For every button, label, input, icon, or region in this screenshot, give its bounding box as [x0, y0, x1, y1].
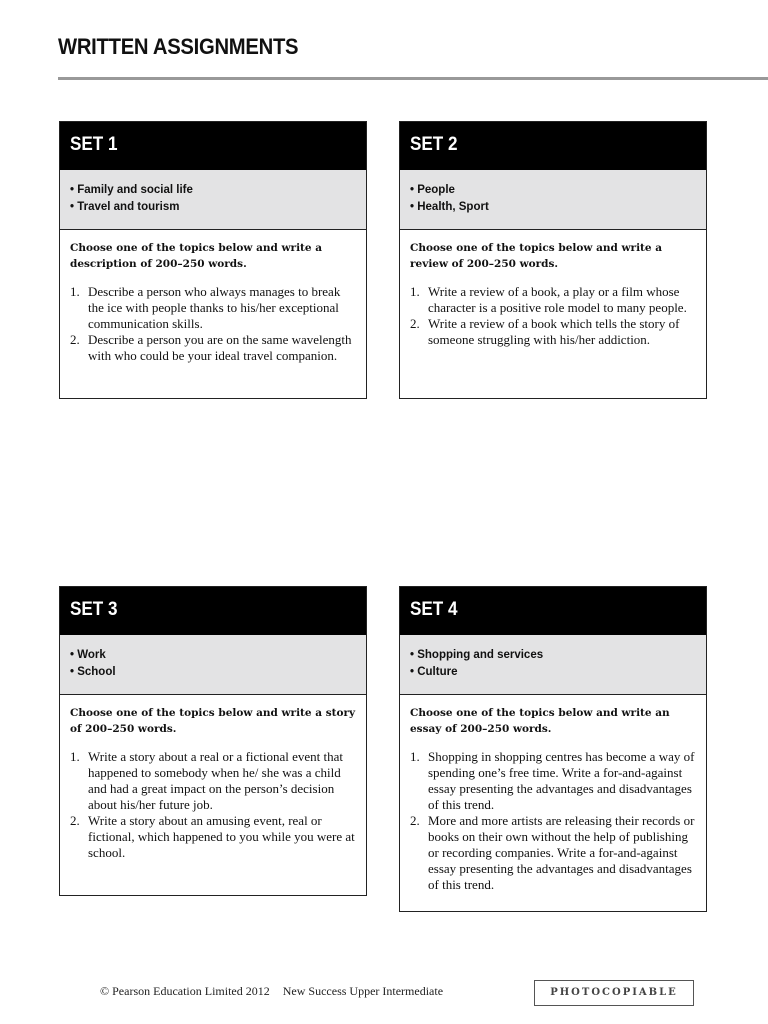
set-card-1: [59, 121, 367, 399]
task-number: 2.: [410, 813, 420, 828]
topic-item: • Work: [70, 649, 106, 661]
footer: [100, 984, 443, 999]
task-text: Shopping in shopping centres has become a way of spending one’s free time. Write a for-and-against essay presenting the advantages and disadvantages of this trend.: [428, 749, 695, 812]
title-divider: [58, 77, 768, 80]
set-header: [60, 122, 366, 170]
task-item: [70, 332, 356, 364]
task-text: Write a story about a real or a fictional event that happened to somebody when he/ she was a child and had a great impact on the person’s decision about his/her future job.: [88, 749, 344, 812]
task-number: 1.: [410, 284, 420, 299]
task-text: Write a review of a book, a play or a film whose character is a positive role model to many people.: [428, 284, 687, 315]
set-label: SET 3: [70, 599, 118, 620]
task-item: [70, 813, 356, 861]
task-text: Describe a person who always manages to break the ice with people thanks to his/her exceptional communication skills.: [88, 284, 341, 331]
topic-item: • Family and social life: [70, 184, 193, 196]
topic-list: [400, 170, 706, 230]
topic-list: [60, 635, 366, 695]
task-list: [70, 749, 356, 861]
topic-item: • Shopping and services: [410, 649, 544, 661]
photocopiable-stamp: PHOTOCOPIABLE: [534, 980, 694, 1006]
set-card-2: [399, 121, 707, 399]
topic-item: • Health, Sport: [410, 201, 489, 213]
set-instruction: Choose one of the topics below and write a description of 200–250 words.: [70, 242, 323, 270]
task-item: [410, 749, 696, 813]
topic-item: • People: [410, 184, 455, 196]
set-card-4: [399, 586, 707, 912]
set-body: [400, 230, 706, 360]
task-text: Write a review of a book which tells the story of someone struggling with his/her addiction.: [428, 316, 680, 347]
set-header: [400, 122, 706, 170]
topic-item: • Travel and tourism: [70, 201, 180, 213]
task-list: [410, 284, 696, 348]
book-title: New Success Upper Intermediate: [282, 984, 444, 998]
task-number: 1.: [70, 284, 80, 299]
task-number: 1.: [70, 749, 80, 764]
task-item: [70, 284, 356, 332]
task-number: 2.: [70, 813, 80, 828]
set-body: [400, 695, 706, 905]
set-instruction: Choose one of the topics below and write a story of 200–250 words.: [70, 707, 356, 735]
task-number: 2.: [410, 316, 420, 331]
set-header: [400, 587, 706, 635]
task-item: [410, 284, 696, 316]
task-item: [70, 749, 356, 813]
set-instruction: Choose one of the topics below and write a review of 200–250 words.: [410, 242, 663, 270]
set-card-3: [59, 586, 367, 896]
topic-item: • Culture: [410, 666, 458, 678]
set-body: [60, 695, 366, 873]
task-list: [410, 749, 696, 893]
topic-item: • School: [70, 666, 116, 678]
set-instruction: Choose one of the topics below and write an essay of 200–250 words.: [410, 707, 670, 735]
task-list: [70, 284, 356, 364]
set-header: [60, 587, 366, 635]
task-text: Write a story about an amusing event, real or fictional, which happened to you while you were at school.: [88, 813, 355, 860]
task-text: Describe a person you are on the same wavelength with who could be your ideal travel companion.: [88, 332, 352, 363]
task-number: 2.: [70, 332, 80, 347]
topic-list: [400, 635, 706, 695]
task-item: [410, 316, 696, 348]
topic-list: [60, 170, 366, 230]
set-label: SET 2: [410, 134, 458, 155]
set-label: SET 4: [410, 599, 458, 620]
task-text: More and more artists are releasing their records or books on their own without the help of publishing or recording companies. Write a for-and-against essay presenting the advantages and disadvantages of this trend.: [428, 813, 695, 892]
set-label: SET 1: [70, 134, 118, 155]
set-body: [60, 230, 366, 376]
page-title: WRITTEN ASSIGNMENTS: [58, 34, 299, 59]
copyright-text: © Pearson Education Limited 2012: [100, 984, 270, 998]
task-item: [410, 813, 696, 893]
task-number: 1.: [410, 749, 420, 764]
